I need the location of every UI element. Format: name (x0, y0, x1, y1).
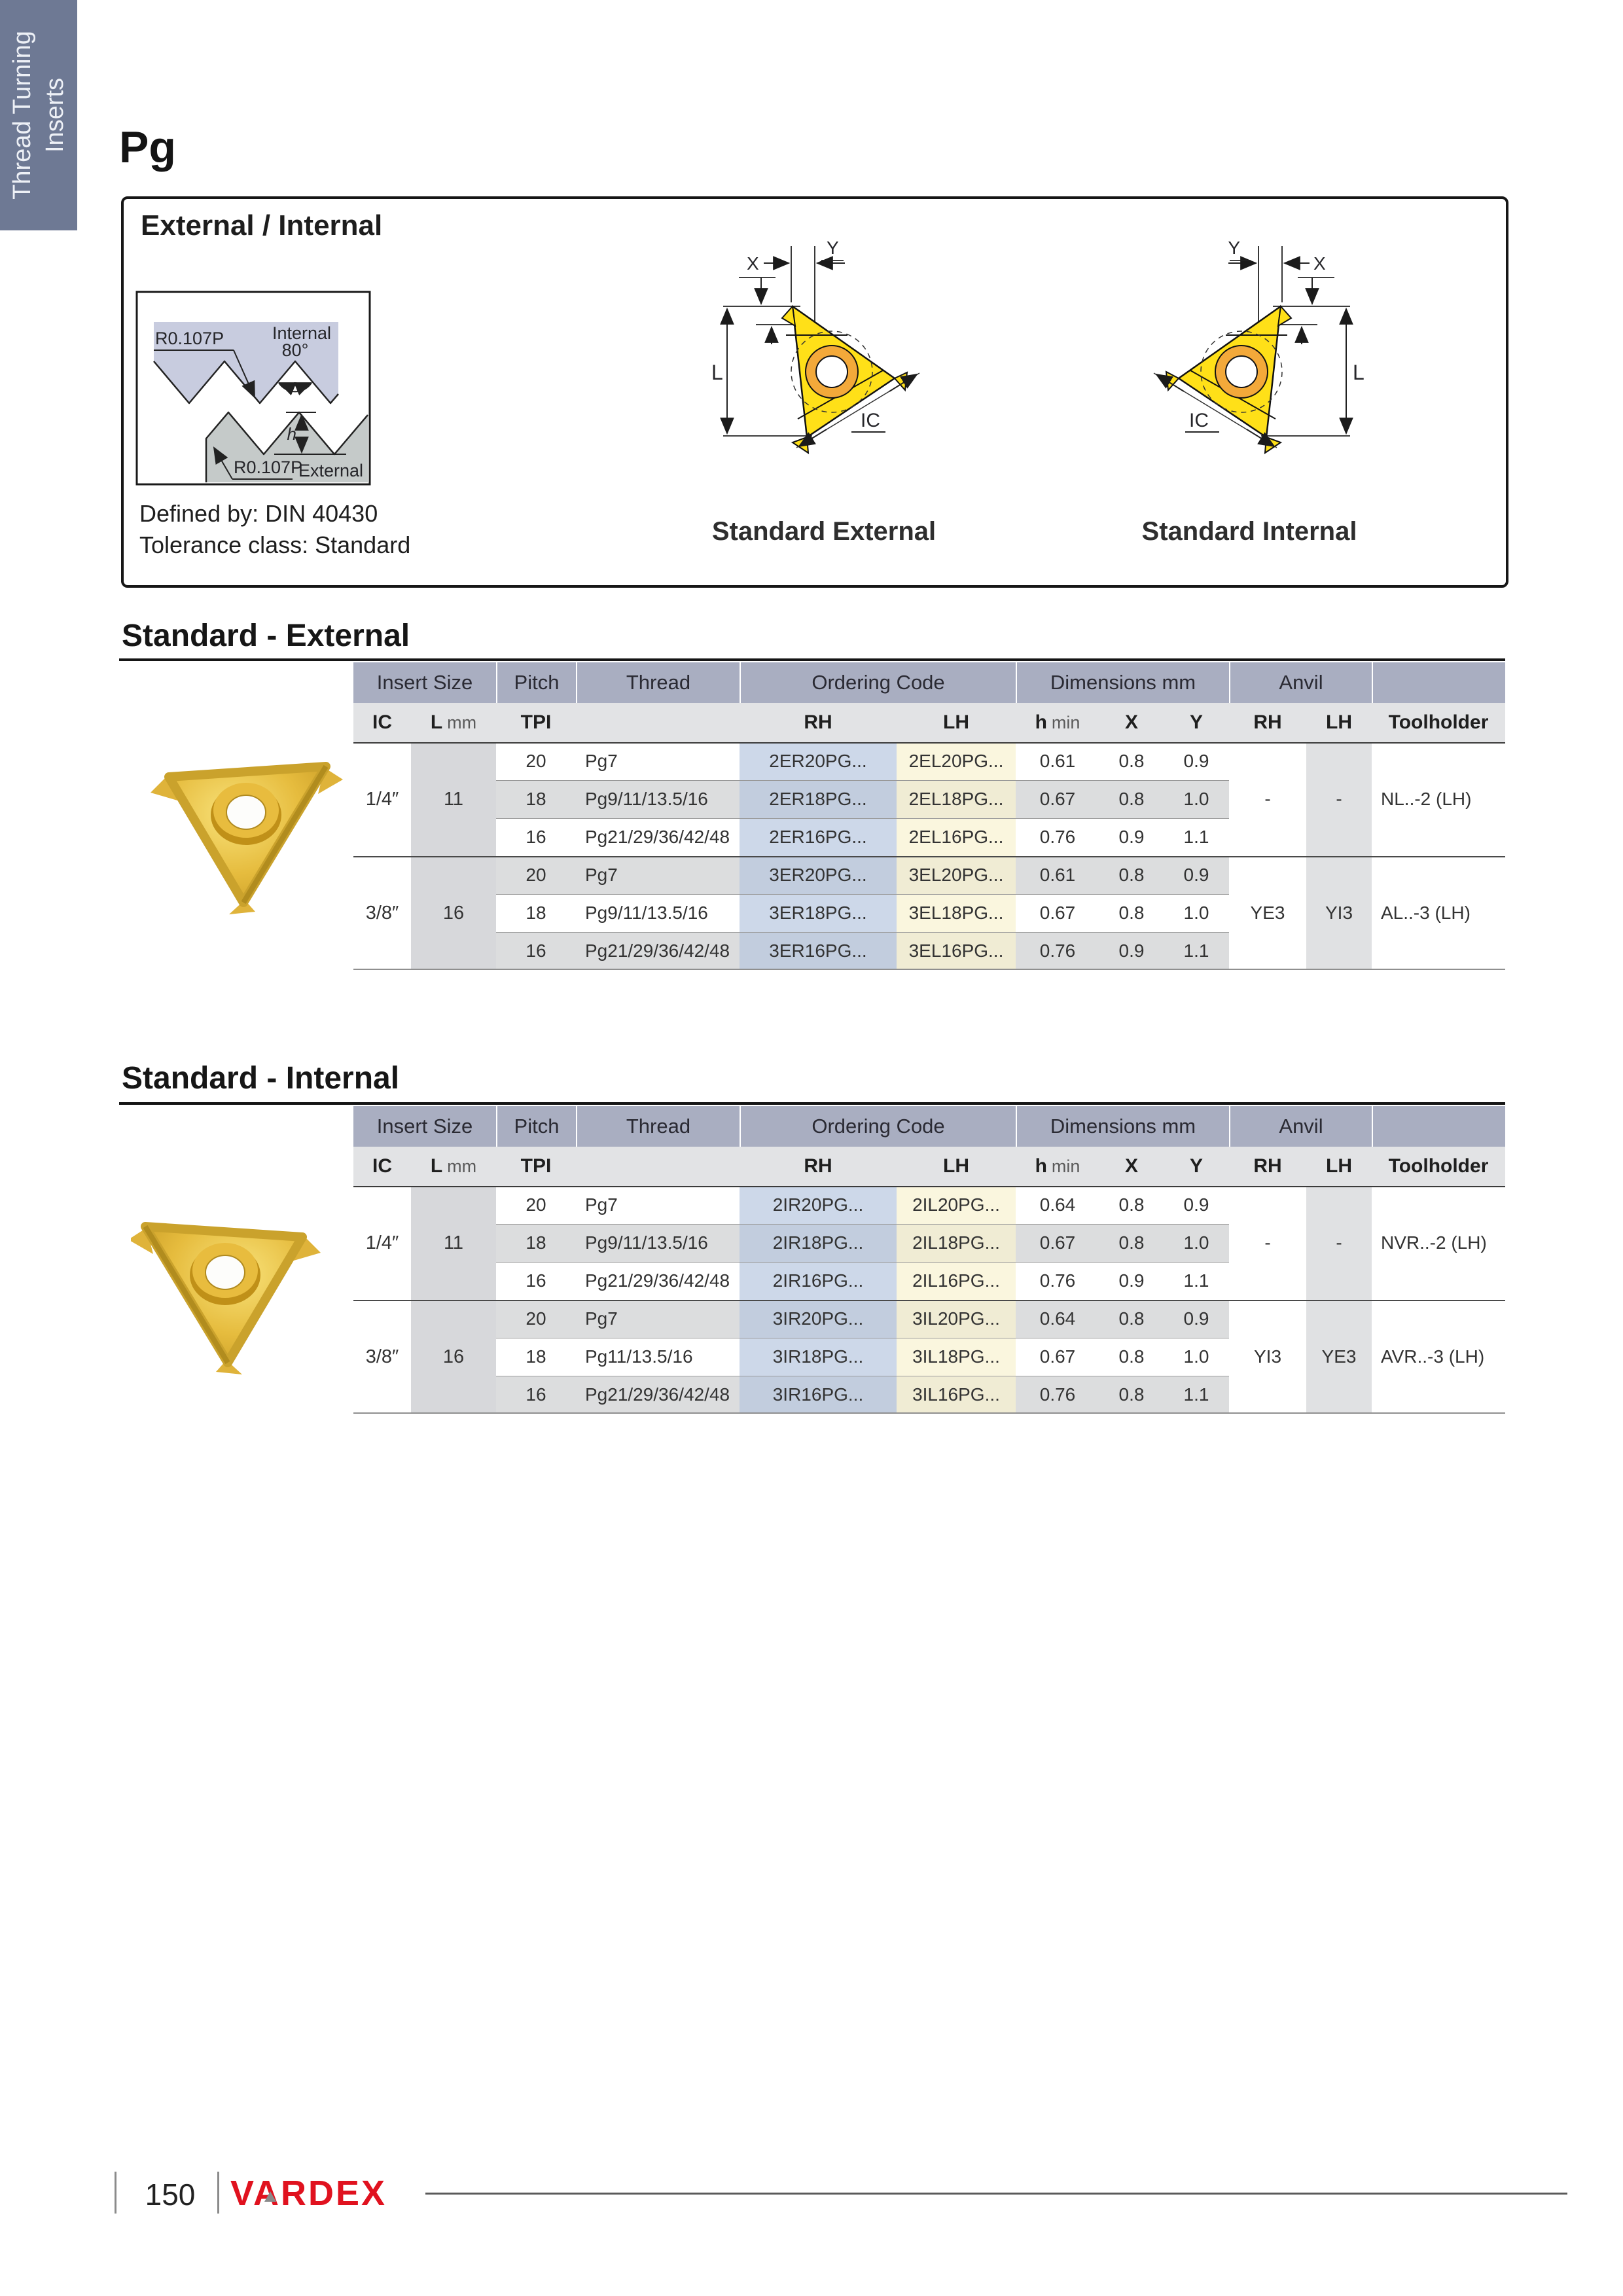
thread-cell: Pg9/11/13.5/16 (576, 1224, 740, 1262)
internal-drawing-label: Standard Internal (1141, 517, 1357, 546)
rh-code-cell: 3IR16PG... (740, 1376, 897, 1414)
subheader-hmin (1016, 703, 1099, 742)
subheader-hmin (1016, 1147, 1099, 1186)
tolerance-class-text: Tolerance class: Standard (139, 531, 411, 558)
rh-code-cell: 3ER16PG... (740, 932, 897, 970)
x-dim-label: X (747, 253, 759, 274)
h-bold: h (1035, 711, 1047, 733)
tpi-cell: 18 (496, 780, 576, 818)
rh-code-cell: 2ER18PG... (740, 780, 897, 818)
brand-logo-text: VARDEX (230, 2174, 387, 2213)
row-separator (496, 780, 1229, 781)
table-bottom-rule (353, 969, 1505, 970)
group-separator (353, 1300, 1505, 1301)
y-cell: 1.1 (1183, 827, 1209, 847)
col-header-empty (1372, 662, 1505, 703)
col-header-ordering-code: Ordering Code (740, 1106, 1016, 1147)
h-unit: min (1051, 1156, 1080, 1176)
x-cell: 0.9 (1099, 932, 1164, 970)
row-separator (496, 1262, 1229, 1263)
rh-code-cell: 2IR20PG... (740, 1186, 897, 1224)
anvil-rh-cell: - (1264, 789, 1271, 809)
insert-hole (205, 1255, 245, 1289)
external-table (353, 662, 1505, 970)
subheader-rh: RH (740, 703, 897, 742)
toolholder-cell: NVR..-2 (LH) (1381, 1232, 1487, 1253)
subheader-x: X (1099, 703, 1164, 742)
h-min-cell: 0.76 (1016, 932, 1099, 970)
y-cell: 1.0 (1183, 1346, 1209, 1367)
col-header-anvil: Anvil (1229, 1106, 1372, 1147)
subheader-thread-empty (576, 1147, 740, 1186)
thread-cell: Pg11/13.5/16 (585, 1346, 693, 1367)
footer-divider-bar (217, 2172, 219, 2214)
y-dim-label: Y (1228, 238, 1240, 258)
h-min-cell: 0.67 (1016, 1224, 1099, 1262)
l-dim-label: L (1353, 361, 1364, 384)
standard-external-drawing (687, 226, 961, 508)
subheader-y: Y (1164, 1147, 1229, 1186)
x-cell: 0.8 (1099, 1376, 1164, 1414)
insert-hole (816, 356, 847, 387)
col-header-thread: Thread (576, 662, 740, 703)
col-header-ordering-code: Ordering Code (740, 662, 1016, 703)
external-drawing-label: Standard External (711, 517, 936, 546)
x-dim-label: X (1313, 253, 1326, 274)
l-cell: 11 (411, 742, 496, 856)
table-bottom-rule (353, 1412, 1505, 1414)
subheader-thread-empty (576, 703, 740, 742)
anvil-lh-cell: YE3 (1306, 1300, 1372, 1414)
page-title: Pg (119, 122, 176, 172)
h-min-cell: 0.64 (1016, 1300, 1099, 1338)
lh-code-cell: 2EL20PG... (897, 742, 1016, 780)
external-section-heading: Standard - External (122, 619, 410, 653)
brand-logo (230, 2173, 387, 2212)
rh-code-cell: 3ER18PG... (740, 894, 897, 932)
insert-tooth-top (782, 306, 795, 326)
standard-internal-drawing (1112, 226, 1387, 508)
anvil-rh-cell: YI3 (1253, 1346, 1282, 1367)
col-header-thread: Thread (576, 1106, 740, 1147)
subheader-y: Y (1164, 703, 1229, 742)
y-cell: 1.1 (1164, 1376, 1229, 1414)
tpi-cell: 18 (526, 903, 546, 923)
subheader-l (411, 1147, 496, 1186)
h-unit: min (1051, 712, 1080, 732)
footer-divider-bar (115, 2172, 116, 2214)
toolholder-cell: AL..-3 (LH) (1381, 903, 1471, 923)
y-dim-label: Y (827, 238, 839, 258)
footer-rule (425, 2193, 1567, 2195)
h-min-cell: 0.76 (1039, 1270, 1076, 1291)
anvil-lh-cell: YI3 (1306, 856, 1372, 970)
tpi-cell: 18 (496, 1224, 576, 1262)
h-min-cell: 0.67 (1039, 1346, 1076, 1367)
y-cell: 1.0 (1164, 1224, 1229, 1262)
h-min-cell: 0.61 (1039, 751, 1076, 771)
rh-code-cell: 3ER20PG... (740, 856, 897, 894)
h-bold: h (1035, 1155, 1047, 1177)
col-header-empty (1372, 1106, 1505, 1147)
subheader-tpi: TPI (496, 1147, 576, 1186)
x-cell: 0.8 (1118, 903, 1145, 923)
x-cell: 0.8 (1099, 1224, 1164, 1262)
internal-section-heading: Standard - Internal (122, 1061, 400, 1096)
lh-code-cell: 3IL16PG... (897, 1376, 1016, 1414)
toolholder-cell: AVR..-3 (LH) (1381, 1346, 1485, 1367)
thread-cell: Pg21/29/36/42/48 (585, 1270, 730, 1291)
toolholder-cell: NL..-2 (LH) (1381, 789, 1472, 809)
sidebar-tab-line1: Thread Turning (8, 31, 36, 200)
lh-code-cell: 3IL20PG... (897, 1300, 1016, 1338)
y-cell: 0.9 (1183, 1194, 1209, 1215)
external-label: External (298, 461, 363, 480)
rh-code-cell: 2IR18PG... (740, 1224, 897, 1262)
lh-code-cell: 2EL18PG... (897, 780, 1016, 818)
thread-cell: Pg21/29/36/42/48 (585, 827, 730, 847)
l-cell: 11 (411, 1186, 496, 1300)
subheader-l (411, 703, 496, 742)
x-cell: 0.8 (1099, 856, 1164, 894)
l-unit: mm (447, 1156, 477, 1176)
subheader-anvil-rh: RH (1229, 703, 1306, 742)
ic-dim-label: IC (1189, 410, 1209, 431)
l-cell: 16 (411, 856, 496, 970)
l-dim-label: L (711, 361, 723, 384)
x-cell: 0.9 (1118, 827, 1145, 847)
internal-table (353, 1106, 1505, 1414)
lh-code-cell: 2EL16PG... (897, 818, 1016, 856)
lh-code-cell: 3EL18PG... (897, 894, 1016, 932)
x-cell: 0.9 (1118, 1270, 1145, 1291)
subheader-anvil-lh: LH (1306, 1147, 1372, 1186)
subheader-rule (353, 1186, 1505, 1187)
rh-code-cell: 2ER16PG... (740, 818, 897, 856)
h-min-cell: 0.76 (1016, 1376, 1099, 1414)
x-cell: 0.8 (1118, 1194, 1145, 1215)
col-header-pitch: Pitch (496, 1106, 576, 1147)
anvil-rh-cell: - (1264, 1232, 1271, 1253)
row-separator (496, 894, 1229, 895)
y-cell: 1.0 (1164, 780, 1229, 818)
col-header-dimensions: Dimensions mm (1016, 1106, 1229, 1147)
col-header-pitch: Pitch (496, 662, 576, 703)
thread-cell: Pg9/11/13.5/16 (576, 780, 740, 818)
y-cell: 1.1 (1183, 1270, 1209, 1291)
lh-code-cell: 2IL20PG... (897, 1186, 1016, 1224)
x-cell: 0.8 (1099, 780, 1164, 818)
ic-cell: 3/8″ (365, 1346, 399, 1367)
thread-cell: Pg7 (576, 856, 740, 894)
h-label: h (287, 424, 296, 444)
col-header-dimensions: Dimensions mm (1016, 662, 1229, 703)
external-heading-rule (119, 658, 1505, 661)
subheader-tpi: TPI (496, 703, 576, 742)
subheader-toolholder: Toolholder (1372, 1147, 1505, 1186)
lh-code-cell: 2IL18PG... (897, 1224, 1016, 1262)
subheader-rh: RH (740, 1147, 897, 1186)
thread-cell: Pg21/29/36/42/48 (576, 932, 740, 970)
subheader-ic: IC (353, 703, 411, 742)
ic-cell: 1/4″ (365, 1232, 399, 1253)
subheader-anvil-rh: RH (1229, 1147, 1306, 1186)
h-min-cell: 0.67 (1039, 903, 1076, 923)
h-min-cell: 0.76 (1039, 827, 1076, 847)
sidebar-tab-text (0, 0, 77, 230)
radius-top-label: R0.107P (155, 329, 224, 348)
insert-tooth-top (1278, 306, 1291, 326)
h-min-cell: 0.61 (1016, 856, 1099, 894)
lh-code-cell: 2IL16PG... (897, 1262, 1016, 1300)
h-min-cell: 0.67 (1016, 780, 1099, 818)
group-separator (353, 856, 1505, 857)
l-bold: L (430, 711, 443, 733)
lh-code-cell: 3IL18PG... (897, 1338, 1016, 1376)
footer-page-number: 150 (145, 2178, 196, 2212)
thread-profile-diagram (135, 291, 371, 486)
tpi-cell: 20 (526, 1194, 546, 1215)
defined-by-text: Defined by: DIN 40430 (139, 500, 378, 527)
h-min-cell: 0.64 (1039, 1194, 1076, 1215)
ic-cell: 3/8″ (365, 902, 399, 924)
y-cell: 0.9 (1183, 751, 1209, 771)
row-separator (496, 818, 1229, 819)
internal-heading-rule (119, 1102, 1505, 1105)
external-insert-photo (131, 704, 347, 920)
tpi-cell: 20 (496, 1300, 576, 1338)
y-cell: 1.0 (1183, 903, 1209, 923)
col-header-anvil: Anvil (1229, 662, 1372, 703)
anvil-rh-cell: YE3 (1250, 903, 1285, 923)
l-cell: 16 (411, 1300, 496, 1414)
col-header-insert-size: Insert Size (353, 1106, 496, 1147)
radius-bottom-label: R0.107P (234, 457, 303, 477)
anvil-lh-cell: - (1306, 742, 1372, 856)
rh-code-cell: 3IR18PG... (740, 1338, 897, 1376)
rh-code-cell: 2ER20PG... (740, 742, 897, 780)
thread-cell: Pg21/29/36/42/48 (576, 1376, 740, 1414)
row-separator (496, 1224, 1229, 1225)
row-separator (496, 932, 1229, 933)
anvil-lh-cell: - (1306, 1186, 1372, 1300)
subheader-lh: LH (897, 703, 1016, 742)
insert-hole (1226, 356, 1257, 387)
spec-box (121, 196, 1508, 588)
tpi-cell: 16 (496, 1376, 576, 1414)
ic-cell: 1/4″ (365, 788, 399, 810)
logo-triangle-icon (264, 2191, 276, 2202)
tpi-cell: 18 (526, 1346, 546, 1367)
subheader-anvil-lh: LH (1306, 703, 1372, 742)
subheader-ic: IC (353, 1147, 411, 1186)
thread-cell: Pg7 (585, 751, 618, 771)
lh-code-cell: 3EL20PG... (897, 856, 1016, 894)
tpi-cell: 20 (526, 751, 546, 771)
x-cell: 0.8 (1118, 751, 1145, 771)
spec-box-title: External / Internal (141, 209, 383, 242)
l-unit: mm (447, 712, 477, 732)
ic-dim-label: IC (861, 410, 880, 431)
col-header-insert-size: Insert Size (353, 662, 496, 703)
rh-code-cell: 3IR20PG... (740, 1300, 897, 1338)
insert-hole (226, 795, 266, 829)
subheader-x: X (1099, 1147, 1164, 1186)
tpi-cell: 16 (526, 827, 546, 847)
y-cell: 1.1 (1164, 932, 1229, 970)
tpi-cell: 16 (526, 1270, 546, 1291)
y-cell: 0.9 (1164, 856, 1229, 894)
sidebar-tab-thread-turning-inserts (0, 0, 77, 230)
x-cell: 0.8 (1099, 1300, 1164, 1338)
internal-insert-photo (131, 1164, 347, 1380)
subheader-toolholder: Toolholder (1372, 703, 1505, 742)
x-cell: 0.8 (1118, 1346, 1145, 1367)
thread-cell: Pg7 (585, 1194, 618, 1215)
sidebar-tab-line2: Inserts (41, 77, 69, 153)
subheader-rule (353, 742, 1505, 744)
rh-code-cell: 2IR16PG... (740, 1262, 897, 1300)
tpi-cell: 16 (496, 932, 576, 970)
angle-label: 80° (281, 340, 309, 360)
y-cell: 0.9 (1164, 1300, 1229, 1338)
lh-code-cell: 3EL16PG... (897, 932, 1016, 970)
internal-label: Internal (272, 323, 332, 343)
l-bold: L (430, 1155, 443, 1177)
subheader-lh: LH (897, 1147, 1016, 1186)
tpi-cell: 20 (496, 856, 576, 894)
thread-cell: Pg9/11/13.5/16 (585, 903, 708, 923)
thread-cell: Pg7 (576, 1300, 740, 1338)
